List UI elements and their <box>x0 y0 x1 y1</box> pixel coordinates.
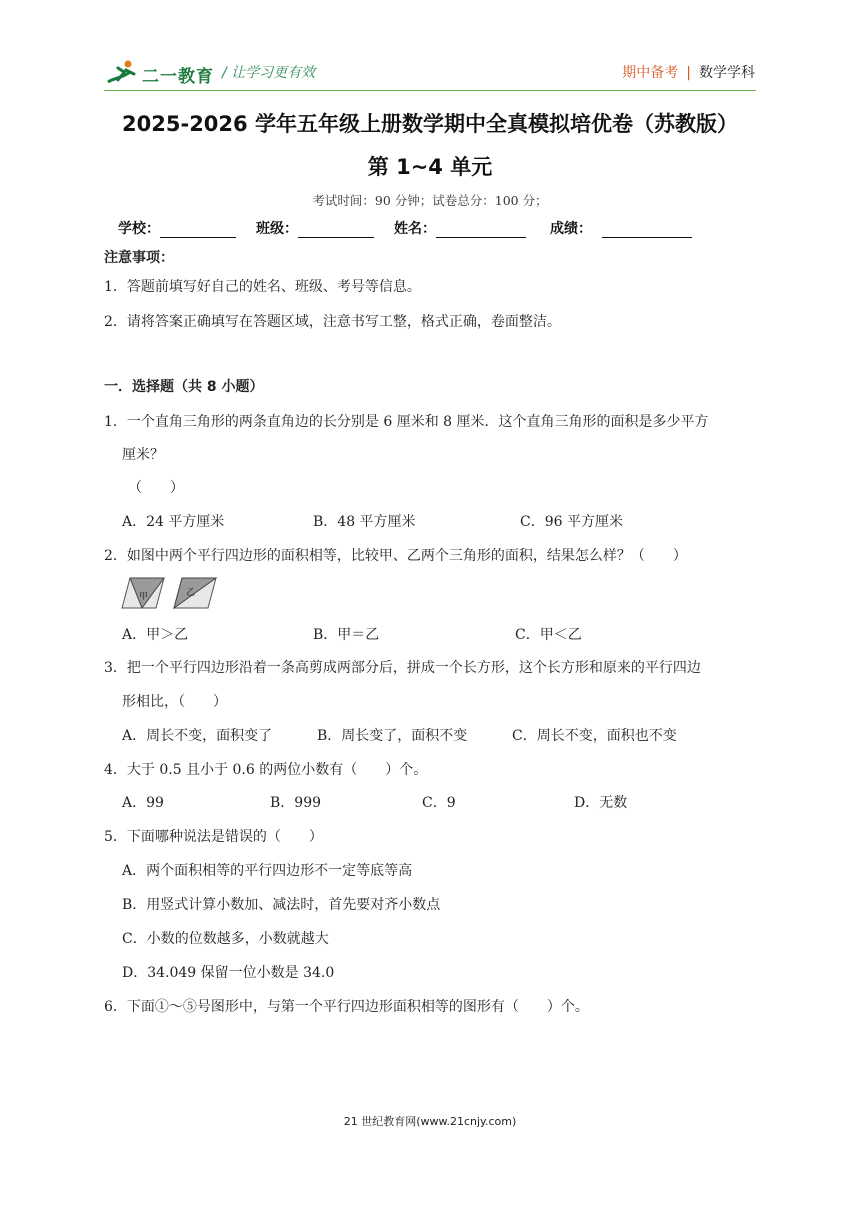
question-4-option-b[interactable]: B．999 <box>270 795 322 811</box>
logo-text: 二一教育 <box>142 67 214 87</box>
school-label: 学校： <box>118 221 160 237</box>
score-label: 成绩： <box>550 221 592 237</box>
question-2-option-c[interactable]: C．甲＜乙 <box>515 627 582 643</box>
score-blank[interactable] <box>602 222 692 238</box>
notice-item: 1．答题前填写好自己的姓名、班级、考号等信息。 <box>104 279 421 295</box>
question-1-stem: 1．一个直角三角形的两条直角边的长分别是 6 厘米和 8 厘米．这个直角三角形的面积是多少平方 <box>104 414 709 430</box>
question-3-option-b[interactable]: B．周长变了，面积不变 <box>317 728 468 744</box>
question-5-option-b[interactable]: B．用竖式计算小数加、减法时，首先要对齐小数点 <box>122 897 441 913</box>
page-subtitle: 第 1~4 单元 <box>367 155 493 179</box>
question-3-option-a[interactable]: A．周长不变，面积变了 <box>122 728 273 744</box>
question-5-option-a[interactable]: A．两个面积相等的平行四边形不一定等底等高 <box>122 863 413 879</box>
name-blank[interactable] <box>436 222 526 238</box>
question-1-option-b[interactable]: B．48 平方厘米 <box>313 514 416 530</box>
name-field[interactable] <box>394 218 526 238</box>
question-1-option-c[interactable]: C．96 平方厘米 <box>520 514 623 530</box>
section-title: 一．选择题（共 8 小题） <box>104 379 264 395</box>
question-5-option-d[interactable]: D．34.049 保留一位小数是 34.0 <box>122 965 335 981</box>
question-1-stem-cont: 厘米？ <box>122 447 164 463</box>
header-tag-subject: 数学学科 <box>699 65 755 81</box>
header-tags <box>622 62 755 82</box>
question-1-blank: （ ） <box>128 480 184 496</box>
question-3-stem-cont: 形相比，（ ） <box>122 694 227 710</box>
triangle-yi-label: 乙 <box>186 588 196 598</box>
header-tag-exam: 期中备考 <box>622 65 679 81</box>
question-4-option-c[interactable]: C．9 <box>422 795 456 811</box>
question-5-option-c[interactable]: C．小数的位数越多，小数就越大 <box>122 931 329 947</box>
question-2-option-b[interactable]: B．甲＝乙 <box>313 627 380 643</box>
parallelogram-figure <box>120 576 218 610</box>
triangle-jia-label: 甲 <box>139 592 149 602</box>
notice-item: 2．请将答案正确填写在答题区域，注意书写工整，格式正确，卷面整洁。 <box>104 314 561 330</box>
score-field[interactable] <box>550 218 692 238</box>
slogan: / 让学习更有效 <box>222 65 316 81</box>
class-field[interactable] <box>256 218 374 238</box>
name-label: 姓名： <box>394 221 436 237</box>
question-2-option-a[interactable]: A．甲＞乙 <box>122 627 189 643</box>
question-1-option-a[interactable]: A．24 平方厘米 <box>122 514 225 530</box>
question-5-stem: 5．下面哪种说法是错误的（ ） <box>104 829 323 845</box>
notice-heading: 注意事项： <box>104 250 174 266</box>
class-blank[interactable] <box>298 222 374 238</box>
question-4-option-a[interactable]: A．99 <box>122 795 164 811</box>
student-info-fields <box>118 218 712 238</box>
school-field[interactable] <box>118 218 236 238</box>
question-3-stem: 3．把一个平行四边形沿着一条高剪成两部分后，拼成一个长方形，这个长方形和原来的平行四边 <box>104 660 701 676</box>
page-title: 2025-2026 学年五年级上册数学期中全真模拟培优卷（苏教版） <box>122 112 738 136</box>
exam-info: 考试时间：90 分钟；试卷总分：100 分； <box>312 193 548 208</box>
header-divider <box>104 90 756 91</box>
question-6-stem: 6．下面①～⑤号图形中，与第一个平行四边形面积相等的图形有（ ）个。 <box>104 999 589 1015</box>
question-3-option-c[interactable]: C．周长不变，面积也不变 <box>512 728 677 744</box>
school-blank[interactable] <box>160 222 236 238</box>
class-label: 班级： <box>256 221 298 237</box>
question-4-option-d[interactable]: D．无数 <box>574 795 628 811</box>
header-tag-separator: | <box>686 65 691 81</box>
page-footer: 21 世纪教育网(www.21cnjy.com) <box>343 1115 517 1128</box>
question-2-stem: 2．如图中两个平行四边形的面积相等，比较甲、乙两个三角形的面积，结果怎么样？（ ） <box>104 548 687 564</box>
question-4-stem: 4．大于 0.5 且小于 0.6 的两位小数有（ ）个。 <box>104 762 428 778</box>
